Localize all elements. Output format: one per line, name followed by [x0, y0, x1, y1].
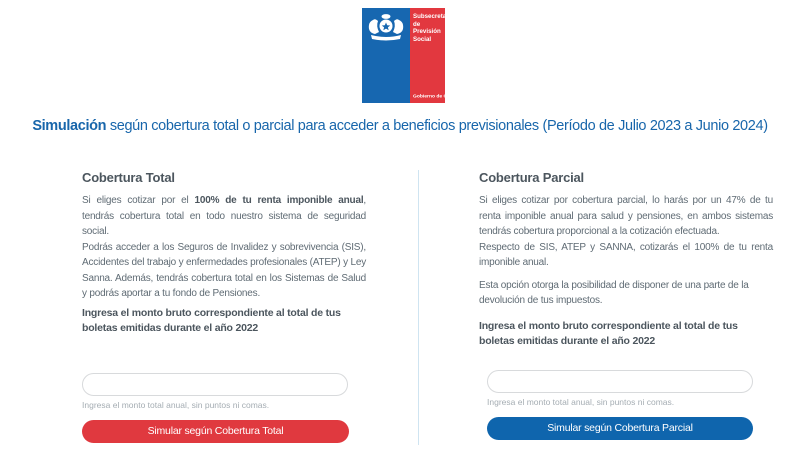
cobertura-parcial-helper-text: Ingresa el monto total anual, sin puntos ni comas. [487, 396, 675, 407]
cobertura-total-paragraph-2: Podrás acceder a los Seguros de Invalidez y sobrevivencia (SIS), Accidentes del trabajo y enfermedades profesionales (ATEP) y Ley Sanna. Además, tendrás cobertura total en los Sistemas de Salud y podrás aportar a tu fondo de Pensiones. [82, 241, 366, 299]
cobertura-total-section [82, 171, 366, 443]
logo-blue-panel [362, 8, 410, 103]
page-title-rest: según cobertura total o parcial para acceder a beneficios previsionales (Período de Julio 2023 a Junio 2024) [106, 118, 768, 134]
cobertura-total-paragraph-1: Si eliges cotizar por el 100% de tu renta imponible anual, tendrás cobertura total en todo nuestro sistema de seguridad social. [82, 195, 366, 237]
gobierno-de-chile-logo[interactable] [362, 8, 456, 103]
cobertura-total-amount-input[interactable] [82, 373, 348, 396]
logo-government-label: Gobierno de Chile [413, 93, 456, 99]
chile-coat-of-arms-icon [367, 13, 405, 43]
page-title [0, 116, 800, 136]
cobertura-total-heading: Cobertura Total [82, 170, 175, 185]
column-divider [418, 170, 419, 445]
cobertura-parcial-amount-input[interactable] [487, 370, 753, 393]
cobertura-parcial-paragraph-1: Si eliges cotizar por cobertura parcial, lo harás por un 47% de tu renta imponible anual para salud y pensiones, en ambos sistemas tendrás cobertura proporcional a la cotización efectuada. [479, 195, 773, 237]
cobertura-total-helper-text: Ingresa el monto total anual, sin puntos ni comas. [82, 399, 270, 410]
logo-org-name: Subsecretaría de Previsión Social [413, 13, 454, 43]
logo-red-panel [410, 8, 456, 103]
cobertura-parcial-amount-label: Ingresa el monto bruto correspondiente al total de tus boletas emitidas durante el año 2022 [479, 319, 738, 347]
cobertura-parcial-paragraph-3: Esta opción otorga la posibilidad de disponer de una parte de la devolución de tus impuestos. [479, 279, 749, 306]
simulate-cobertura-parcial-button[interactable]: Simular según Cobertura Parcial [487, 417, 753, 440]
cobertura-parcial-section [479, 171, 773, 440]
cobertura-parcial-paragraph-2: Respecto de SIS, ATEP y SANNA, cotizarás el 100% de tu renta imponible anual. [479, 241, 773, 268]
simulate-cobertura-total-button[interactable]: Simular según Cobertura Total [82, 420, 349, 443]
page-title-bold: Simulación [32, 118, 107, 134]
cobertura-parcial-heading: Cobertura Parcial [479, 170, 584, 185]
cobertura-total-amount-label: Ingresa el monto bruto correspondiente al total de tus boletas emitidas durante el año 2022 [82, 306, 341, 334]
